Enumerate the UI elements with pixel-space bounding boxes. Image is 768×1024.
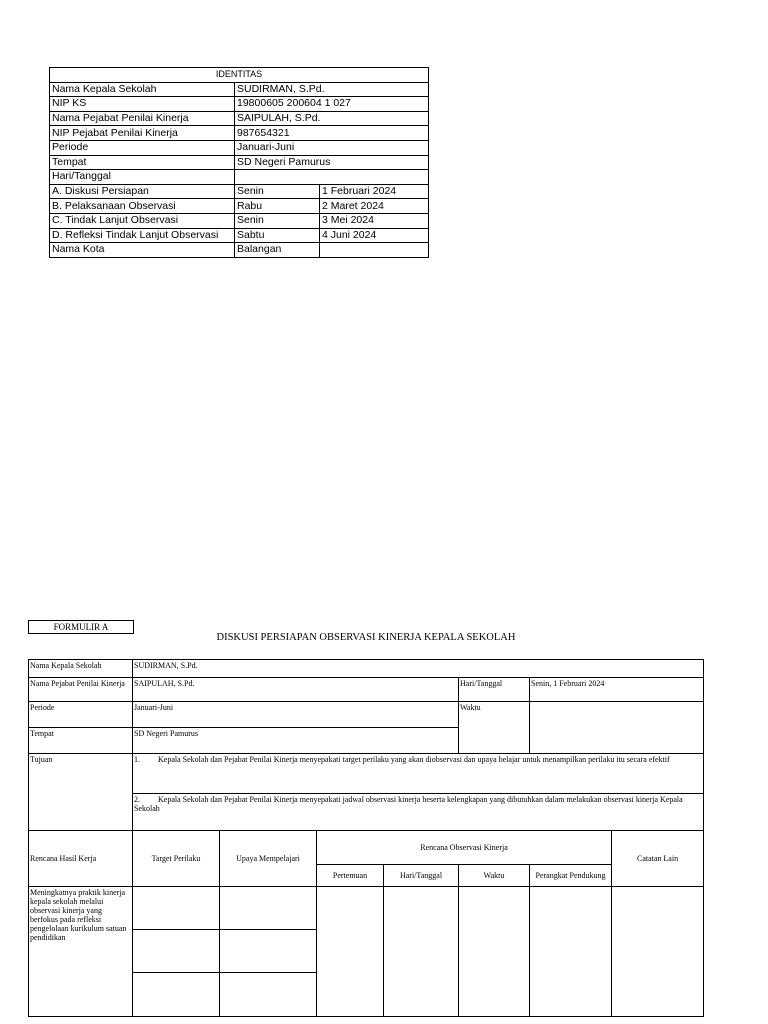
label-hari-tanggal: Hari/Tanggal xyxy=(50,170,235,185)
hari-tanggal-value: Senin, 1 Februari 2024 xyxy=(530,678,704,702)
identitas-table xyxy=(49,67,429,258)
nama-kepala-label: Nama Kepala Sekolah xyxy=(29,660,133,678)
rencana-text: Meningkatnya praktik kinerja kepala sekolah melalui observasi kinerja yang berfokus pada refleksi pengelolaan kurikulum satuan pendidikan xyxy=(29,887,133,1017)
col-catatan: Catatan Lain xyxy=(612,831,704,887)
empty-cell xyxy=(220,930,317,973)
table-row xyxy=(29,831,704,865)
col-rencana-obs: Rencana Observasi Kinerja xyxy=(317,831,612,865)
value-nip-ks: 19800605 200604 1 027 xyxy=(235,97,429,112)
date-tindak-lanjut: 3 Mei 2024 xyxy=(320,213,429,228)
formulir-label: FORMULIR A xyxy=(28,620,134,634)
table-row xyxy=(50,184,429,199)
date-pelaksanaan: 2 Maret 2024 xyxy=(320,199,429,214)
table-row xyxy=(50,97,429,112)
table-row xyxy=(50,82,429,97)
waktu-label: Waktu xyxy=(459,702,530,754)
tempat-label: Tempat xyxy=(29,728,133,754)
table-row xyxy=(50,243,429,258)
label-nip-ks: NIP KS xyxy=(50,97,235,112)
empty-cell xyxy=(459,887,530,1017)
formulir-title: DISKUSI PERSIAPAN OBSERVASI KINERJA KEPALA SEKOLAH xyxy=(216,632,516,643)
date-diskusi: 1 Februari 2024 xyxy=(320,184,429,199)
label-tempat: Tempat xyxy=(50,155,235,170)
tempat-value: SD Negeri Pamurus xyxy=(133,728,459,754)
empty-cell xyxy=(530,887,612,1017)
tujuan-item-2 xyxy=(133,794,704,831)
table-row xyxy=(29,660,704,678)
day-tindak-lanjut: Senin xyxy=(235,213,320,228)
table-row xyxy=(50,155,429,170)
table-row xyxy=(50,140,429,155)
empty-cell xyxy=(220,887,317,930)
table-row xyxy=(29,887,704,930)
value-hari-tanggal xyxy=(235,170,429,185)
identitas-header: IDENTITAS xyxy=(50,68,429,83)
table-row xyxy=(50,213,429,228)
label-pejabat: Nama Pejabat Penilai Kinerja xyxy=(50,111,235,126)
periode-label: Periode xyxy=(29,702,133,728)
empty-cell xyxy=(612,887,704,1017)
empty-cell xyxy=(133,973,220,1017)
value-nama-kepala: SUDIRMAN, S.Pd. xyxy=(235,82,429,97)
table-row xyxy=(29,702,704,728)
table-row xyxy=(29,754,704,794)
empty-cell xyxy=(320,243,429,258)
value-tempat: SD Negeri Pamurus xyxy=(235,155,429,170)
day-pelaksanaan: Rabu xyxy=(235,199,320,214)
col-upaya: Upaya Mempelajari xyxy=(220,831,317,887)
tujuan-1-number: 1. xyxy=(134,755,140,764)
label-diskusi: A. Diskusi Persiapan xyxy=(50,184,235,199)
table-row xyxy=(50,228,429,243)
nama-kepala-value: SUDIRMAN, S.Pd. xyxy=(133,660,704,678)
pejabat-value: SAIPULAH, S.Pd. xyxy=(133,678,459,702)
label-pelaksanaan: B. Pelaksanaan Observasi xyxy=(50,199,235,214)
pejabat-label: Nama Pejabat Penilai Kinerja xyxy=(29,678,133,702)
col-hari-tanggal: Hari/Tanggal xyxy=(384,865,459,887)
label-kota: Nama Kota xyxy=(50,243,235,258)
waktu-value xyxy=(530,702,704,754)
value-periode: Januari-Juni xyxy=(235,140,429,155)
table-row xyxy=(50,170,429,185)
tujuan-item-1 xyxy=(133,754,704,794)
col-rencana-hasil: Rencana Hasil Kerja xyxy=(29,831,133,887)
empty-cell xyxy=(133,887,220,930)
tujuan-1-text: Kepala Sekolah dan Pejabat Penilai Kinerja menyepakati target perilaku yang akan diobservasi dan upaya belajar untuk menampilkan perilaku itu secara efektif xyxy=(158,755,670,764)
table-row xyxy=(50,111,429,126)
value-nip-pejabat: 987654321 xyxy=(235,126,429,141)
empty-cell xyxy=(317,887,384,1017)
col-perangkat: Perangkat Pendukung xyxy=(530,865,612,887)
tujuan-2-number: 2. xyxy=(134,795,140,804)
table-row xyxy=(50,199,429,214)
label-periode: Periode xyxy=(50,140,235,155)
table-row xyxy=(50,126,429,141)
tujuan-label: Tujuan xyxy=(29,754,133,831)
label-refleksi: D. Refleksi Tindak Lanjut Observasi xyxy=(50,228,235,243)
periode-value: Januari-Juni xyxy=(133,702,459,728)
table-row xyxy=(29,678,704,702)
hari-tanggal-label: Hari/Tanggal xyxy=(459,678,530,702)
empty-cell xyxy=(133,930,220,973)
col-waktu: Waktu xyxy=(459,865,530,887)
formulir-table xyxy=(28,659,704,1017)
label-nip-pejabat: NIP Pejabat Penilai Kinerja xyxy=(50,126,235,141)
date-refleksi: 4 Juni 2024 xyxy=(320,228,429,243)
col-target: Target Perilaku xyxy=(133,831,220,887)
day-diskusi: Senin xyxy=(235,184,320,199)
label-nama-kepala: Nama Kepala Sekolah xyxy=(50,82,235,97)
tujuan-2-text: Kepala Sekolah dan Pejabat Penilai Kinerja menyepakati jadwal observasi kinerja beserta kelengkapan yang dibutuhkan dalam melakukan observasi kinerja Kepala Sekolah xyxy=(134,795,683,813)
value-kota: Balangan xyxy=(235,243,320,258)
col-pertemuan: Pertemuan xyxy=(317,865,384,887)
empty-cell xyxy=(384,887,459,1017)
value-pejabat: SAIPULAH, S.Pd. xyxy=(235,111,429,126)
label-tindak-lanjut: C. Tindak Lanjut Observasi xyxy=(50,213,235,228)
day-refleksi: Sabtu xyxy=(235,228,320,243)
empty-cell xyxy=(220,973,317,1017)
